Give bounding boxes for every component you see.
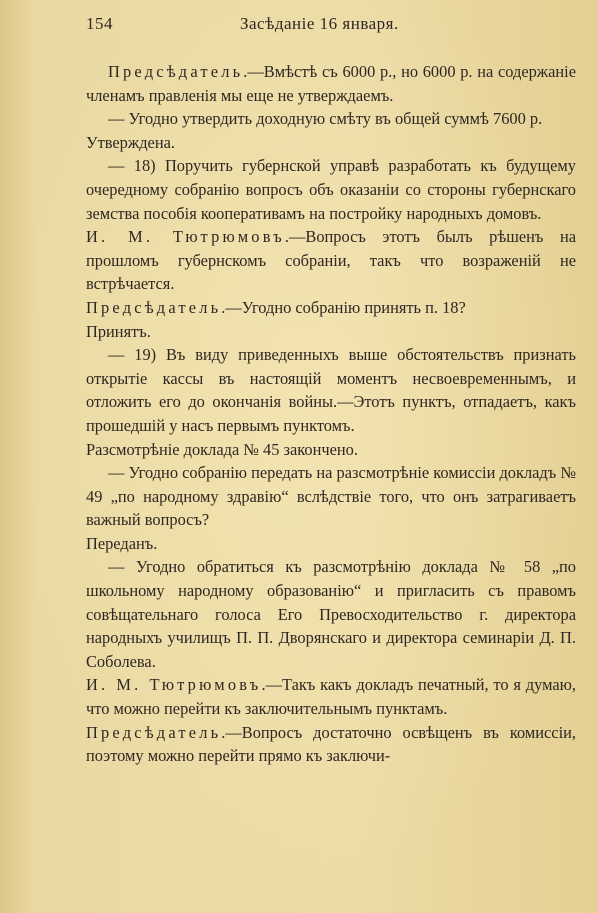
- paragraph: [86, 320, 576, 344]
- body-text: [86, 60, 576, 768]
- paragraph: [86, 438, 576, 462]
- page-header: [86, 0, 576, 46]
- paragraph: [86, 296, 576, 320]
- paragraph: [86, 721, 576, 768]
- paragraph: [86, 225, 576, 296]
- paragraph: [86, 131, 576, 155]
- paragraph: [86, 461, 576, 532]
- speaker-name: И. М. Тютрюмовъ: [86, 227, 285, 247]
- paragraph-text: Разсмотрѣніе доклада № 45 закончено.: [86, 439, 358, 459]
- paragraph-text: .—Такъ какъ докладъ печатный, то я думаю, что можно перейти къ заключительнымъ пунктамъ.: [86, 675, 576, 719]
- paragraph-text: .—Вопросъ достаточно освѣщенъ въ комиссіи, поэтому можно перейти прямо къ заключи-: [86, 722, 576, 766]
- paragraph-text: — 19) Въ виду приведенныхъ выше обстоятельствъ признать открытіе кассы въ настоящій моментъ несвоевременнымъ, и отложить его до окончанія войны.—Этотъ пунктъ, отпадаетъ, какъ прошедшій у насъ первымъ пунктомъ.: [86, 345, 576, 435]
- speaker-name: Предсѣдатель: [86, 722, 222, 742]
- paragraph-text: — Угодно утвердить доходную смѣту въ общей суммѣ 7600 р.: [108, 109, 543, 129]
- speaker-name: Предсѣдатель: [108, 62, 244, 81]
- speaker-name: Предсѣдатель: [86, 297, 222, 317]
- paragraph-text: .—Угодно собранію принять п. 18?: [221, 297, 466, 317]
- paragraph: [86, 107, 576, 131]
- paragraph: [86, 343, 576, 437]
- paragraph: [86, 532, 576, 556]
- paragraph-text: .—Вмѣстѣ съ 6000 р., но 6000 р. на содержаніе членамъ правленія мы еще не утверждаемъ.: [86, 62, 576, 105]
- paragraph-text: — 18) Поручить губернской управѣ разработать къ будущему очередному собранію вопросъ объ оказаніи со стороны губернскаго земства пособія кооперативамъ на постройку народныхъ домовъ.: [86, 156, 576, 223]
- paragraph-text: Переданъ.: [86, 533, 158, 553]
- paragraph-text: .—Вопросъ этотъ былъ рѣшенъ на прошломъ губернскомъ собраніи, такъ что возраженій не встрѣчается.: [86, 227, 576, 294]
- paragraph: [86, 673, 576, 720]
- paragraph: [86, 154, 576, 225]
- paragraph-text: — Угодно собранію передать на разсмотрѣніе комиссіи докладъ № 49 „по народному здравію“ вслѣдствіе того, что онъ затрагиваетъ важный вопросъ?: [86, 463, 576, 530]
- paragraph-text: — Угодно обратиться къ разсмотрѣнію доклада № 58 „по школьному народному образованію“ и пригласить съ правомъ совѣщательнаго голоса Его Превосходительство г. директора народныхъ училищъ П. П. Дворянскаго и директора семинаріи Д. П. Соболева.: [86, 557, 576, 671]
- speaker-name: И. М. Тютрюмовъ: [86, 675, 262, 695]
- paragraph-text: Утверждена.: [86, 132, 175, 152]
- paragraph-text: Принятъ.: [86, 321, 151, 341]
- page-number: 154: [86, 14, 113, 33]
- running-title: Засѣданіе 16 января.: [240, 14, 399, 33]
- paragraph: [86, 60, 576, 107]
- paragraph: [86, 555, 576, 673]
